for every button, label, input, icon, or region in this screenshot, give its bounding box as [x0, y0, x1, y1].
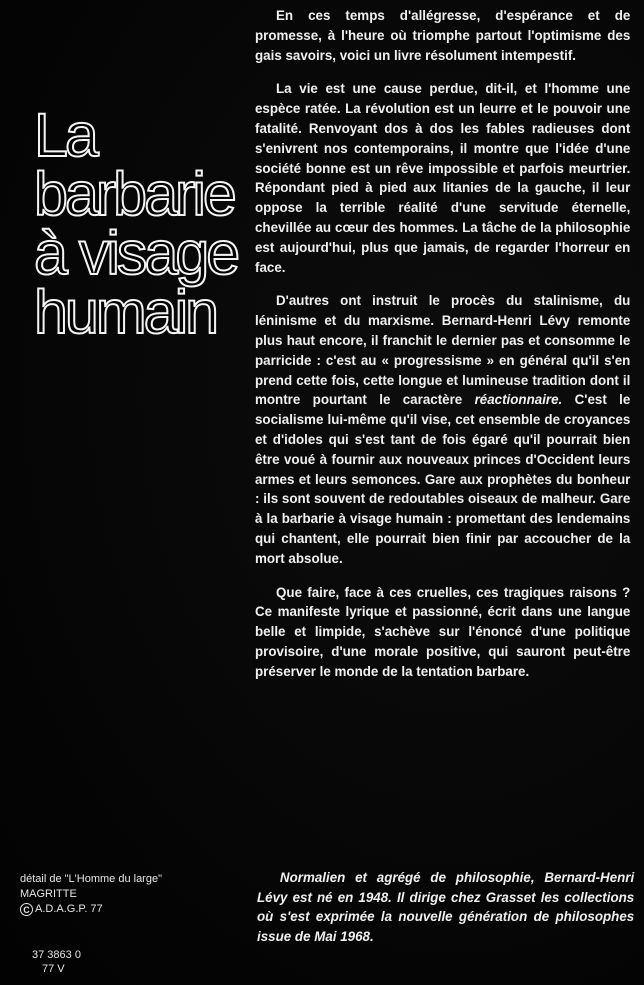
blurb-paragraph — [255, 291, 630, 568]
title-line: à visage — [34, 219, 238, 287]
blurb-paragraph: La vie est une cause perdue, dit-il, et l'homme une espèce ratée. La révolution est un leurre et le pouvoir une fatalité. Renvoyant dos à dos les fables radieuses dont s'enivrent nos contemporains, il montre que l'idée d'une société bonne est un rêve impossible et parfois meurtrier. Répondant pied à pied aux litanies de la gauche, il leur oppose la terrible réalité d'une servitude éternelle, chevillée au cœur des hommes. La tâche de la philosophie est aujourd'hui, plus que jamais, de regarder l'horreur en face. — [255, 80, 631, 275]
blurb-text: C'est le socialisme lui-même qu'il vise, cet ensemble de croyances et d'idoles qui s'est tant de fois égaré qu'il pourrait bien être voué à fournir aux nouveaux princes d'Occident leurs armes et leurs semonces. Gare aux prophètes du bonheur : ils sont souvent de redoutables oiseaux de malheur. Gare à la barbarie à visage humain : promettant des lendemains qui chantent, elle pourrait bien finir par accoucher de la mort absolue. — [255, 391, 631, 566]
title-line: humain — [34, 278, 217, 346]
copyright-icon: C — [20, 903, 33, 916]
blurb-emphasis: réactionnaire. — [474, 391, 563, 408]
blurb-text: D'autres ont instruit le procès du stalinisme, du léninisme et du marxisme. Bernard-Henri Lévy remonte plus haut encore, il franchit le dernier pas et consomme le parricide : c'est au « progressisme » en général qu'il s'en prend cette fois, cette longue et lumineuse tradition dont il montre pourtant le caractère — [255, 292, 631, 408]
book-title — [34, 101, 284, 346]
catalog-suffix: 77 V — [42, 963, 65, 975]
title-line: barbarie — [34, 160, 234, 228]
credit-artist: MAGRITTE — [20, 888, 77, 900]
image-credit — [20, 872, 162, 917]
author-bio-text: Normalien et agrégé de philosophie, Bernard-Henri Lévy est né en 1948. Il dirige chez Grasset les collections où s'est exprimée la nouvelle génération de philosophes issue de Mai 1968. — [257, 869, 635, 944]
catalog-code — [32, 948, 81, 976]
catalog-number: 37 3863 0 — [32, 949, 81, 961]
blurb-paragraph: Que faire, face à ces cruelles, ces tragiques raisons ? Ce manifeste lyrique et passionné, écrit dans une langue belle et limpide, s'achève sur l'énoncé d'une politique provisoire, d'une morale positive, qui sauront peut-être préserver le monde de la tentation barbare. — [255, 583, 631, 679]
credit-line: détail de "L'Homme du large" — [20, 873, 162, 885]
blurb — [255, 6, 630, 696]
copyright-text: A.D.A.G.P. 77 — [35, 903, 103, 915]
title-line: La — [34, 101, 96, 169]
author-bio — [257, 868, 634, 946]
blurb-paragraph: En ces temps d'allégresse, d'espérance et de promesse, à l'heure où triomphe partout l'optimisme des gais savoirs, voici un livre résolument intempestif. — [255, 7, 631, 63]
copyright-row — [20, 902, 162, 917]
